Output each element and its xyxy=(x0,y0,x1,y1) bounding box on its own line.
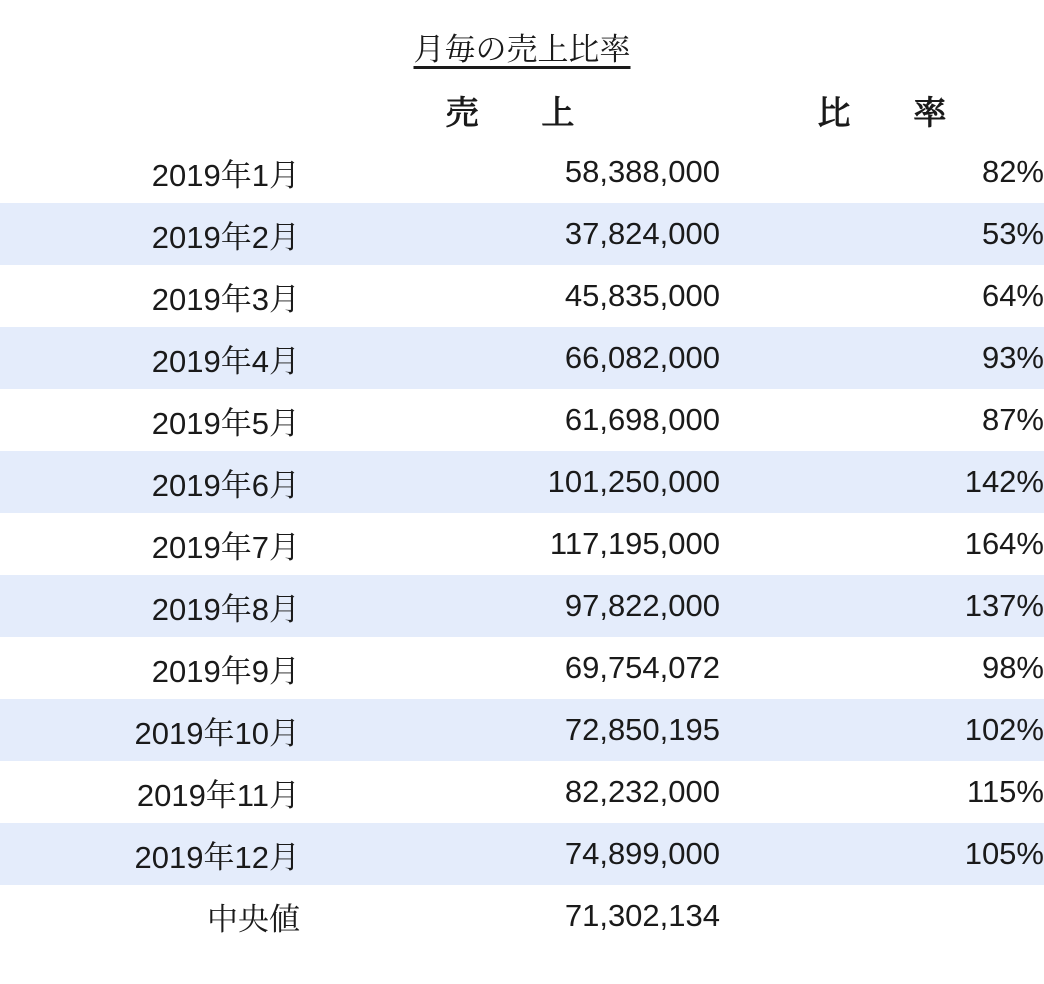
table-row xyxy=(0,265,1044,327)
cell-month: 2019年7月 xyxy=(151,529,300,565)
cell-sales: 58,388,000 xyxy=(564,154,720,189)
table-body xyxy=(0,141,1044,947)
table-header-row xyxy=(0,79,1044,141)
cell-month: 中央値 xyxy=(207,901,300,937)
cell-ratio: 164% xyxy=(964,526,1044,561)
table-row xyxy=(0,203,1044,265)
cell-month: 2019年6月 xyxy=(0,451,300,513)
cell-ratio: 137% xyxy=(720,575,1044,637)
cell-month: 2019年4月 xyxy=(0,327,300,389)
table-row xyxy=(0,699,1044,761)
column-header-month xyxy=(0,79,300,141)
column-header-sales-label: 売 上 xyxy=(445,93,590,131)
cell-ratio xyxy=(720,885,1044,947)
cell-sales: 45,835,000 xyxy=(564,278,720,313)
cell-sales: 82,232,000 xyxy=(564,774,720,809)
cell-month: 2019年8月 xyxy=(0,575,300,637)
column-header-sales xyxy=(300,79,720,141)
cell-sales: 117,195,000 xyxy=(549,526,720,561)
cell-sales: 71,302,134 xyxy=(564,898,720,933)
table-head xyxy=(0,79,1044,141)
cell-month: 2019年10月 xyxy=(0,699,300,761)
cell-sales: 74,899,000 xyxy=(300,823,720,885)
cell-ratio: 64% xyxy=(981,278,1044,313)
cell-month: 2019年1月 xyxy=(151,157,300,193)
cell-sales: 101,250,000 xyxy=(300,451,720,513)
cell-month: 2019年9月 xyxy=(151,653,300,689)
column-header-ratio-label: 比 率 xyxy=(817,93,962,131)
cell-ratio: 98% xyxy=(981,650,1044,685)
cell-month: 2019年11月 xyxy=(136,777,300,813)
table-row xyxy=(0,575,1044,637)
cell-month: 2019年12月 xyxy=(0,823,300,885)
cell-ratio: 93% xyxy=(720,327,1044,389)
cell-ratio: 142% xyxy=(720,451,1044,513)
cell-sales: 66,082,000 xyxy=(300,327,720,389)
cell-month: 2019年3月 xyxy=(151,281,300,317)
table-row xyxy=(0,823,1044,885)
table-row xyxy=(0,513,1044,575)
cell-ratio: 87% xyxy=(981,402,1044,437)
table-row-median xyxy=(0,885,1044,947)
cell-ratio: 82% xyxy=(981,154,1044,189)
cell-month: 2019年2月 xyxy=(0,203,300,265)
cell-sales: 37,824,000 xyxy=(300,203,720,265)
table-row xyxy=(0,761,1044,823)
cell-sales: 69,754,072 xyxy=(564,650,720,685)
page-title: 月毎の売上比率 xyxy=(413,32,631,67)
table-row xyxy=(0,637,1044,699)
cell-ratio: 102% xyxy=(720,699,1044,761)
table-row xyxy=(0,327,1044,389)
cell-sales: 97,822,000 xyxy=(300,575,720,637)
cell-ratio: 105% xyxy=(720,823,1044,885)
title-row xyxy=(0,0,1044,79)
sales-ratio-table xyxy=(0,79,1044,947)
cell-ratio: 53% xyxy=(720,203,1044,265)
table-row xyxy=(0,451,1044,513)
table-row xyxy=(0,389,1044,451)
cell-ratio: 115% xyxy=(967,774,1044,809)
cell-sales: 72,850,195 xyxy=(300,699,720,761)
cell-sales: 61,698,000 xyxy=(564,402,720,437)
table-row xyxy=(0,141,1044,203)
cell-month: 2019年5月 xyxy=(151,405,300,441)
column-header-ratio xyxy=(720,79,1044,141)
